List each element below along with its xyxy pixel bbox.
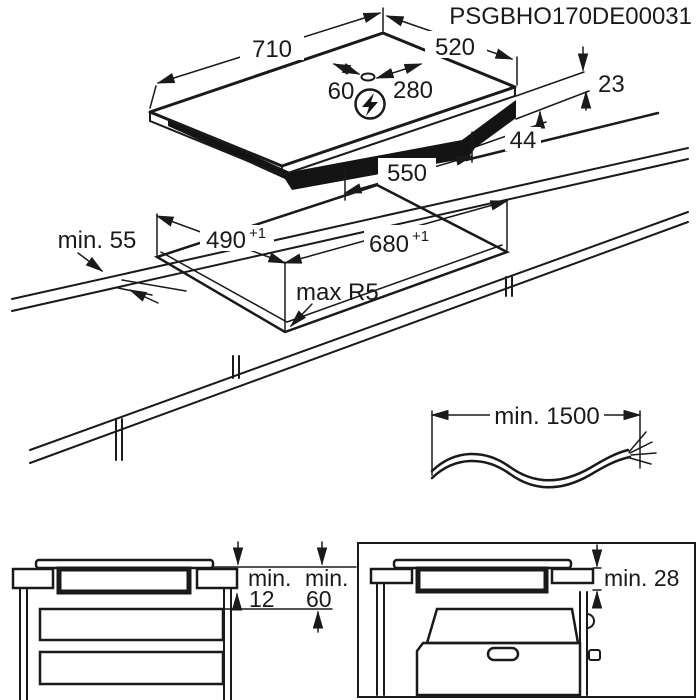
- cutout-width-tolerance-label: +1: [412, 228, 430, 245]
- cutout-hole: [157, 185, 507, 332]
- cable-offset-left-label: 60: [327, 78, 355, 105]
- cutout-depth-label: 490: [205, 227, 247, 254]
- drawer-front-2: [40, 652, 223, 684]
- cabinet-gap-min-label: min.: [305, 565, 349, 591]
- drawer-front-1: [40, 609, 223, 640]
- oven-top: [427, 609, 578, 643]
- hinge-bump: [587, 614, 594, 628]
- part-number-label: PSGBHO170DE00031: [449, 3, 692, 30]
- dim-min-28: [593, 545, 679, 607]
- worktop-left-section: [13, 569, 53, 588]
- hob-height-above-label: 23: [598, 71, 625, 98]
- cable-offset-right-label: 280: [392, 77, 434, 104]
- worktop-right-section: [197, 569, 237, 588]
- section-above-drawer-view: [13, 542, 356, 700]
- hob-box-section: [418, 569, 546, 591]
- cabinet-knob: [589, 650, 600, 660]
- cutout-depth-tolerance-label: +1: [249, 225, 267, 242]
- cabinet-gap-value-label: 60: [306, 586, 332, 612]
- oven-handle: [488, 648, 518, 660]
- cable-wire-ends: [629, 432, 656, 464]
- worktop-left-section: [371, 569, 412, 583]
- corner-radius-note: [291, 279, 379, 326]
- hob-base-width-label: 550: [386, 160, 428, 187]
- drawer-gap-value-label: 12: [249, 586, 275, 612]
- cutout-width-label: 680: [368, 231, 410, 258]
- oven: [417, 609, 580, 695]
- hob-glass-section: [36, 560, 213, 568]
- oven-gap-label: min. 28: [604, 565, 680, 591]
- dim-680: [285, 201, 507, 263]
- oven-front: [417, 643, 580, 695]
- mains-cable-view: [432, 402, 656, 487]
- hob-box-section: [59, 569, 189, 592]
- hob-width-label: 710: [251, 36, 293, 63]
- section-above-oven-view: [358, 543, 695, 697]
- hob-glass-section: [394, 560, 571, 568]
- mains-cable: [432, 450, 628, 480]
- corner-radius-label: max R5: [296, 279, 379, 306]
- side-clearance-label: min. 55: [57, 227, 137, 254]
- hob-height-below-label: 44: [509, 127, 537, 154]
- dim-23: [516, 47, 625, 119]
- worktop-right-section: [552, 569, 593, 583]
- drawer-gap-min-label: min.: [248, 565, 292, 591]
- cable-length-label: min. 1500: [494, 403, 600, 430]
- hob-depth-label: 520: [434, 34, 476, 61]
- dim-490: [157, 216, 285, 263]
